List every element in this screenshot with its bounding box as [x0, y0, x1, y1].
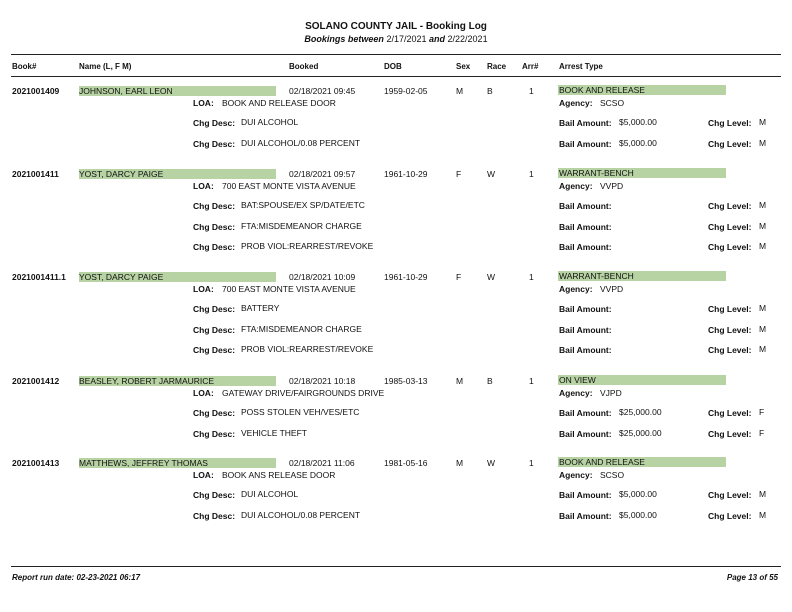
bail-amount: $5,000.00 [619, 489, 657, 499]
agency-label: Agency: [559, 98, 593, 108]
chg-desc-label: Chg Desc: [193, 242, 236, 252]
booking-record [0, 168, 792, 268]
dob: 1985-03-13 [384, 376, 428, 386]
loa-value: BOOK AND RELEASE DOOR [222, 98, 336, 108]
agency-label: Agency: [559, 388, 593, 398]
arrest-type: WARRANT-BENCH [559, 271, 634, 281]
charge-level: F [759, 427, 765, 438]
chg-level-label: Chg Level: [708, 510, 752, 521]
chg-level-label: Chg Level: [708, 304, 752, 314]
sex: M [456, 458, 464, 468]
charge-level: M [759, 220, 767, 231]
charge-level: F [759, 407, 765, 417]
book-number: 2021001413 [12, 458, 60, 468]
arrest-number: 1 [529, 169, 534, 179]
charge-description: BATTERY [241, 303, 280, 313]
dob: 1959-02-05 [384, 86, 428, 96]
agency-value: VJPD [600, 388, 622, 398]
chg-desc-label: Chg Desc: [193, 408, 236, 418]
chg-desc-label: Chg Desc: [193, 221, 236, 232]
bail-amount-label: Bail Amount: [559, 242, 612, 252]
chg-level-label: Chg Level: [708, 428, 752, 439]
loa-value: 700 EAST MONTE VISTA AVENUE [222, 181, 356, 191]
col-sex: Sex [456, 62, 471, 71]
arrest-number: 1 [529, 272, 534, 282]
chg-level-label: Chg Level: [708, 408, 752, 418]
charge-description: VEHICLE THEFT [241, 427, 307, 438]
bail-amount-label: Bail Amount: [559, 490, 612, 500]
chg-desc-label: Chg Desc: [193, 324, 236, 335]
arrest-number: 1 [529, 458, 534, 468]
booked-datetime: 02/18/2021 09:45 [289, 86, 356, 96]
agency-value: VVPD [600, 181, 624, 191]
chg-desc-label: Chg Desc: [193, 490, 236, 500]
chg-level-label: Chg Level: [708, 118, 752, 128]
agency-value: SCSO [600, 98, 625, 108]
col-arrest-type: Arrest Type [559, 62, 603, 71]
col-dob: DOB [384, 62, 402, 71]
bail-amount-label: Bail Amount: [559, 345, 612, 355]
arrest-type: BOOK AND RELEASE [559, 457, 645, 467]
loa-label: LOA: [193, 470, 214, 480]
booked-datetime: 02/18/2021 11:06 [289, 458, 355, 468]
page-number: Page 13 of 55 [726, 573, 778, 582]
charge-description: DUI ALCOHOL [241, 117, 299, 127]
chg-level-label: Chg Level: [708, 201, 752, 211]
loa-label: LOA: [193, 98, 214, 108]
sex: M [456, 86, 464, 96]
bail-amount: $5,000.00 [619, 117, 657, 127]
race: W [487, 458, 496, 468]
col-race: Race [487, 62, 507, 71]
loa-label: LOA: [193, 388, 214, 398]
arrest-number: 1 [529, 86, 534, 96]
charge-level: M [759, 509, 767, 520]
bail-amount-label: Bail Amount: [559, 408, 612, 418]
bail-amount-label: Bail Amount: [559, 138, 612, 149]
bail-amount: $5,000.00 [619, 509, 657, 520]
bail-amount: $25,000.00 [619, 407, 662, 417]
booking-record [0, 457, 792, 557]
arrest-number: 1 [529, 376, 534, 386]
race: W [487, 272, 496, 282]
inmate-name: MATTHEWS, JEFFREY THOMAS [79, 458, 208, 468]
bail-amount-label: Bail Amount: [559, 428, 612, 439]
charge-description: DUI ALCOHOL [241, 489, 299, 499]
charge-description: DUI ALCOHOL/0.08 PERCENT [241, 137, 361, 148]
inmate-name: JOHNSON, EARL LEON [79, 86, 173, 96]
bail-amount: $5,000.00 [619, 137, 657, 148]
agency-label: Agency: [559, 284, 593, 294]
subtitle-prefix: Bookings between [304, 34, 384, 44]
bail-amount-label: Bail Amount: [559, 324, 612, 335]
booked-datetime: 02/18/2021 10:18 [289, 376, 356, 386]
report-run-date: Report run date: 02-23-2021 06:17 [12, 573, 141, 582]
dob: 1961-10-29 [384, 169, 428, 179]
race: B [487, 86, 493, 96]
charge-description: BAT:SPOUSE/EX SP/DATE/ETC [241, 200, 365, 210]
agency-label: Agency: [559, 181, 593, 191]
inmate-name: YOST, DARCY PAIGE [79, 169, 164, 179]
dob: 1981-05-16 [384, 458, 428, 468]
charge-level: M [759, 323, 767, 334]
report-title: SOLANO COUNTY JAIL - Booking Log [305, 21, 487, 32]
race: B [487, 376, 493, 386]
charge-level: M [759, 241, 767, 251]
chg-desc-label: Chg Desc: [193, 428, 236, 439]
header-bottom-rule [11, 76, 781, 77]
inmate-name: YOST, DARCY PAIGE [79, 272, 164, 282]
header-top-rule [11, 54, 781, 55]
book-number: 2021001411 [12, 169, 59, 179]
arrest-type: ON VIEW [559, 375, 596, 385]
chg-level-label: Chg Level: [708, 138, 752, 149]
bail-amount-label: Bail Amount: [559, 510, 612, 521]
agency-value: SCSO [600, 470, 625, 480]
charge-level: M [759, 200, 767, 210]
race: W [487, 169, 496, 179]
charge-description: POSS STOLEN VEH/VES/ETC [241, 407, 360, 417]
charge-level: M [759, 489, 767, 499]
loa-label: LOA: [193, 284, 214, 294]
chg-level-label: Chg Level: [708, 221, 752, 232]
inmate-name: BEASLEY, ROBERT JARMAURICE [79, 376, 215, 386]
bail-amount: $25,000.00 [619, 427, 662, 438]
bail-amount-label: Bail Amount: [559, 304, 612, 314]
book-number: 2021001412 [12, 376, 60, 386]
chg-desc-label: Chg Desc: [193, 118, 236, 128]
chg-level-label: Chg Level: [708, 490, 752, 500]
bail-amount-label: Bail Amount: [559, 118, 612, 128]
footer-rule [11, 566, 781, 567]
book-number: 2021001409 [12, 86, 60, 96]
loa-value: GATEWAY DRIVE/FAIRGROUNDS DRIVE [222, 388, 385, 398]
subtitle-and: and [429, 34, 446, 44]
loa-value: 700 EAST MONTE VISTA AVENUE [222, 284, 356, 294]
loa-value: BOOK ANS RELEASE DOOR [222, 470, 336, 480]
charge-description: DUI ALCOHOL/0.08 PERCENT [241, 509, 361, 520]
col-name: Name (L, F M) [79, 62, 132, 71]
chg-desc-label: Chg Desc: [193, 201, 236, 211]
charge-level: M [759, 117, 767, 127]
chg-level-label: Chg Level: [708, 242, 752, 252]
chg-desc-label: Chg Desc: [193, 138, 236, 149]
charge-description: PROB VIOL:REARREST/REVOKE [241, 344, 374, 354]
booked-datetime: 02/18/2021 10:09 [289, 272, 356, 282]
book-number: 2021001411.1 [12, 272, 66, 282]
chg-level-label: Chg Level: [708, 345, 752, 355]
charge-description: FTA:MISDEMEANOR CHARGE [241, 323, 362, 334]
col-arr: Arr# [522, 62, 539, 71]
charge-level: M [759, 303, 767, 313]
charge-level: M [759, 137, 767, 148]
agency-value: VVPD [600, 284, 624, 294]
loa-label: LOA: [193, 181, 214, 191]
bail-amount-label: Bail Amount: [559, 221, 612, 232]
dob: 1961-10-29 [384, 272, 428, 282]
report-subtitle [0, 34, 792, 44]
bail-amount-label: Bail Amount: [559, 201, 612, 211]
sex: F [456, 272, 462, 282]
booked-datetime: 02/18/2021 09:57 [289, 169, 356, 179]
chg-desc-label: Chg Desc: [193, 304, 236, 314]
sex: F [456, 169, 462, 179]
date-from: 2/17/2021 [386, 34, 427, 44]
charge-level: M [759, 344, 767, 354]
sex: M [456, 376, 464, 386]
col-booked: Booked [289, 62, 319, 71]
chg-desc-label: Chg Desc: [193, 510, 236, 521]
agency-label: Agency: [559, 470, 593, 480]
chg-desc-label: Chg Desc: [193, 345, 236, 355]
charge-description: PROB VIOL:REARREST/REVOKE [241, 241, 374, 251]
booking-record [0, 271, 792, 371]
chg-level-label: Chg Level: [708, 324, 752, 335]
charge-description: FTA:MISDEMEANOR CHARGE [241, 220, 362, 231]
arrest-type: BOOK AND RELEASE [559, 85, 645, 95]
col-book: Book# [12, 62, 37, 71]
arrest-type: WARRANT-BENCH [559, 168, 634, 178]
date-to: 2/22/2021 [447, 34, 488, 44]
